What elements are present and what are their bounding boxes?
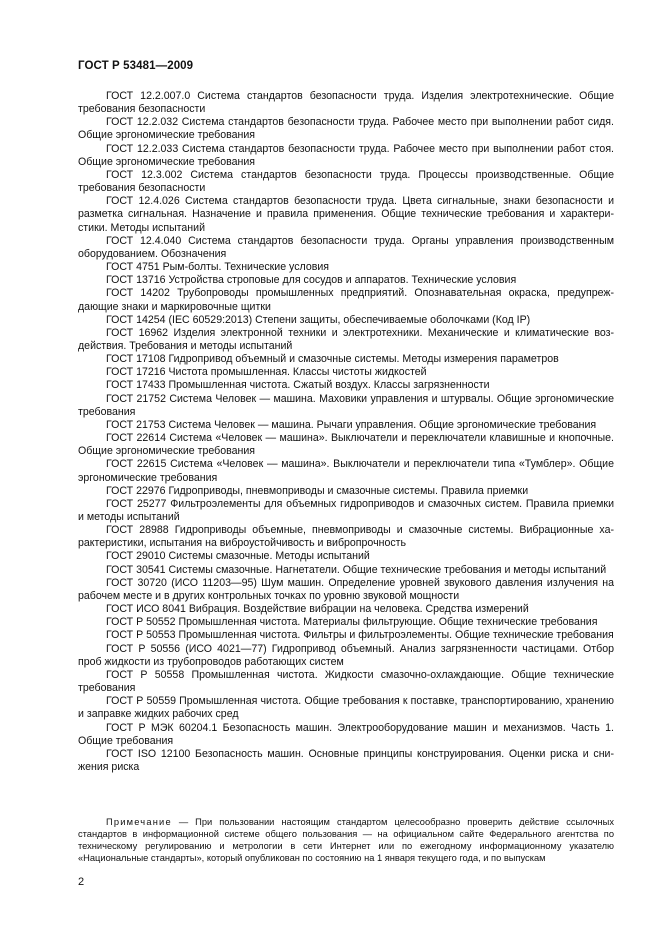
reference-item: ГОСТ 14254 (IEC 60529:2013) Степени защиты, обеспечиваемые оболочками (Код IP) — [106, 313, 531, 326]
reference-item: ГОСТ 12.3.002 Система стандартов безопасности труда. Процессы производственные. Общие требования безопасности — [78, 168, 614, 195]
reference-item: ГОСТ 22614 Система «Человек — машина». Выключатели и переключатели клавишные и кнопочные. Общие эргономические требования — [78, 432, 614, 458]
reference-item: ГОСТ Р 50552 Промышленная чистота. Материалы фильтрующие. Общие технические требования — [106, 616, 598, 629]
reference-item: ГОСТ 17216 Чистота промышленная. Классы чистоты жидкостей — [106, 366, 427, 379]
document-header: ГОСТ Р 53481—2009 — [78, 60, 194, 72]
reference-item: ГОСТ 12.2.007.0 Система стандартов безопасности труда. Изделия электротехнические. Общие требования безопасности — [78, 90, 614, 116]
reference-item: ГОСТ ISO 12100 Безопасность машин. Основные принципы конструирования. Оценки риска и снижения риска — [78, 747, 614, 773]
reference-item: ГОСТ 25277 Фильтроэлементы для объемных гидроприводов и смазочных систем. Правила приемки и методы испытаний — [78, 497, 614, 523]
reference-item: ГОСТ 13716 Устройства строповые для сосудов и аппаратов. Технические условия — [106, 274, 517, 287]
reference-item: ГОСТ 21753 Система Человек — машина. Рычаги управления. Общие эргономические требования — [106, 418, 597, 431]
reference-item: ГОСТ 28988 Гидроприводы объемные, пневмоприводы и смазочные системы. Вибрационные характеристики, испытания на виброустойчивость и вибропрочность — [78, 524, 614, 550]
note-paragraph — [78, 816, 614, 864]
reference-item: ГОСТ 22615 Система «Человек — машина». Выключатели и переключатели типа «Тумблер». Общие эргономические требования — [78, 458, 614, 484]
reference-item: ГОСТ 14202 Трубопроводы промышленных предприятий. Опознавательная окраска, предупреждающие знаки и маркировочные щитки — [78, 287, 614, 313]
reference-item: ГОСТ 12.2.033 Система стандартов безопасности труда. Рабочее место при выполнении работ стоя. Общие эргономические требования — [78, 142, 614, 168]
reference-item: ГОСТ Р 50558 Промышленная чистота. Жидкости смазочно-охлаждающие. Общие технические требования — [78, 668, 614, 695]
reference-item: ГОСТ 17433 Промышленная чистота. Сжатый воздух. Классы загрязненности — [106, 379, 490, 392]
reference-item: ГОСТ 21752 Система Человек — машина. Маховики управления и штурвалы. Общие эргономические требования — [78, 392, 614, 418]
note-text: — При пользовании настоящим стандартом целесообразно проверить действие ссылочных стандартов в информационной системе общего пользования — на официальном сайте Федерального агентства по техническому регулированию и метрологии в сети Интернет или по ежегодному информационному указателю «Национальные стандарты», который опубликован по состоянию на 1 января текущего года, и по выпускам — [78, 817, 614, 864]
reference-item: ГОСТ 17108 Гидропривод объемный и смазочные системы. Методы измерения параметров — [106, 353, 559, 366]
reference-item: ГОСТ 30720 (ИСО 11203—95) Шум машин. Определение уровней звукового давления излучения на рабочем месте и в других контрольных точках по уровню звуковой мощности — [78, 576, 614, 602]
reference-item: ГОСТ 12.4.026 Система стандартов безопасности труда. Цвета сигнальные, знаки безопасности и разметка сигнальная. Назначение и правила применения. Общие технические требования и характеристики. Методы испытаний — [78, 195, 614, 234]
reference-item: ГОСТ 30541 Системы смазочные. Нагнетатели. Общие технические требования и методы испытаний — [106, 563, 607, 576]
reference-item: ГОСТ 22976 Гидроприводы, пневмоприводы и смазочные системы. Правила приемки — [106, 484, 529, 497]
reference-item: ГОСТ Р 50559 Промышленная чистота. Общие требования к поставке, транспортированию, хранению и заправке жидких рабочих сред — [78, 695, 614, 721]
reference-item: ГОСТ Р 50553 Промышленная чистота. Фильтры и фильтроэлементы. Общие технические требования — [106, 629, 614, 642]
note-label: Примечание — [106, 817, 172, 827]
normative-references — [78, 90, 614, 774]
reference-item: ГОСТ 29010 Системы смазочные. Методы испытаний — [106, 550, 370, 563]
reference-item: ГОСТ 16962 Изделия электронной техники и электротехники. Механические и климатические воздействия. Требования и методы испытаний — [78, 326, 614, 352]
reference-item: ГОСТ 12.2.032 Система стандартов безопасности труда. Рабочее место при выполнении работ сидя. Общие эргономические требования — [78, 116, 614, 142]
reference-item: ГОСТ ИСО 8041 Вибрация. Воздействие вибрации на человека. Средства измерений — [106, 603, 529, 616]
reference-item: ГОСТ Р 50556 (ИСО 4021—77) Гидропривод объемный. Анализ загрязненности частицами. Отбор проб жидкости из трубопроводов работающих систем — [78, 642, 614, 668]
page-number: 2 — [78, 876, 85, 888]
reference-item: ГОСТ 12.4.040 Система стандартов безопасности труда. Органы управления производственным оборудованием. Обозначения — [78, 234, 614, 260]
reference-item: ГОСТ Р МЭК 60204.1 Безопасность машин. Электрооборудование машин и механизмов. Часть 1. Общие требования — [78, 721, 614, 747]
reference-item: ГОСТ 4751 Рым-болты. Технические условия — [106, 261, 330, 274]
